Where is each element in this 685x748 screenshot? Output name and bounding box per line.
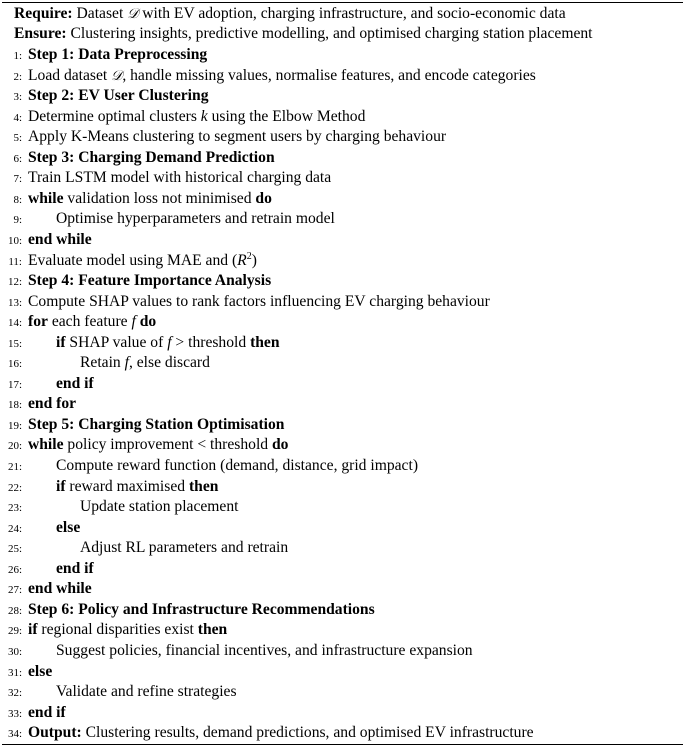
line-number: 12:	[7, 276, 22, 289]
text-segment: Compute reward function (demand, distance, grid impact)	[56, 457, 419, 474]
keyword: if	[56, 477, 66, 495]
keyword: then	[188, 477, 219, 495]
line-text	[28, 230, 92, 251]
text-segment: , else discard	[128, 354, 210, 372]
line-text	[56, 209, 335, 230]
line-number: 33:	[7, 707, 22, 720]
keyword: then	[197, 621, 228, 639]
line-text	[28, 86, 209, 107]
line-number: 6:	[13, 152, 22, 165]
math-variable: R	[237, 251, 247, 269]
math-variable: f	[124, 354, 129, 372]
text-segment: regional disparities exist	[37, 621, 198, 639]
line-text	[28, 620, 227, 641]
line-text	[28, 189, 272, 210]
line-text	[28, 723, 534, 744]
line-number: 20:	[7, 440, 22, 453]
text-segment: Load dataset	[28, 66, 112, 84]
line-number: 30:	[7, 645, 22, 658]
line-text	[28, 148, 275, 169]
keyword: end if	[56, 374, 94, 392]
line-text	[28, 312, 156, 333]
line-number: 9:	[13, 214, 22, 227]
text-segment: Update station placement	[80, 498, 239, 516]
line-number: 32:	[7, 687, 22, 700]
line-number: 3:	[13, 91, 22, 104]
line-text	[56, 559, 94, 580]
line-text	[56, 333, 280, 354]
math-variable: f	[131, 313, 136, 331]
line-number: 5:	[13, 132, 22, 145]
line-text	[56, 456, 418, 477]
line-number: 15:	[7, 337, 22, 350]
text-segment: Determine optimal clusters	[28, 107, 201, 125]
line-number: 31:	[7, 666, 22, 679]
text-segment: Validate and refine strategies	[56, 683, 237, 701]
keyword: end if	[56, 559, 94, 577]
text-segment: Clustering results, demand predictions, and optimised EV infrastructure	[81, 724, 534, 742]
text-segment: , handle missing values, normalise features, and encode categories	[122, 66, 536, 84]
line-number: 28:	[7, 604, 22, 617]
line-number: 11:	[8, 255, 22, 268]
keyword: while	[28, 436, 64, 454]
line-number: 4:	[13, 111, 22, 124]
line-number: 29:	[7, 625, 22, 638]
line-number: 22:	[7, 481, 22, 494]
require-text-after: with EV adoption, charging infrastructure, and socio-economic data	[142, 5, 566, 22]
line-number: 17:	[7, 378, 22, 391]
line-number: 26:	[7, 563, 22, 576]
text-segment: )	[251, 251, 257, 269]
line-text	[56, 374, 94, 395]
line-number: 13:	[7, 296, 22, 309]
math-symbol: 𝒟	[111, 67, 123, 84]
line-number: 27:	[7, 584, 22, 597]
line-number: 34:	[7, 728, 22, 741]
keyword: Step 6: Policy and Infrastructure Recommendations	[28, 600, 375, 618]
line-number: 14:	[7, 317, 22, 330]
keyword: while	[28, 189, 64, 207]
text-segment: > threshold	[171, 333, 251, 351]
ensure-label: Ensure:	[14, 25, 67, 42]
bottom-rule	[2, 744, 683, 745]
line-number: 18:	[7, 399, 22, 412]
text-segment: Evaluate model using MAE and (	[28, 251, 238, 269]
require-label: Require:	[14, 5, 73, 22]
line-text	[28, 579, 92, 600]
text-segment: SHAP value of	[65, 333, 168, 351]
top-rule	[2, 2, 683, 3]
line-text	[28, 415, 284, 436]
text-segment: policy improvement < threshold	[63, 436, 272, 454]
text-segment: each feature	[47, 313, 132, 331]
line-text	[28, 127, 446, 148]
text-segment: Suggest policies, financial incentives, and infrastructure expansion	[56, 641, 473, 659]
text-segment: using the Elbow Method	[207, 107, 366, 125]
line-text	[80, 497, 238, 518]
line-text	[28, 600, 375, 621]
line-text	[28, 703, 66, 724]
line-number: 25:	[7, 543, 22, 556]
ensure-text: Clustering insights, predictive modelling, and optimised charging station placement	[70, 25, 593, 42]
line-text	[56, 641, 473, 662]
text-segment: Adjust RL parameters and retrain	[80, 539, 289, 557]
line-number: 24:	[7, 522, 22, 535]
line-text	[56, 682, 237, 703]
superscript: 2	[246, 250, 252, 262]
line-text	[28, 66, 536, 87]
line-number: 23:	[7, 502, 22, 515]
line-number: 2:	[13, 70, 22, 83]
keyword: else	[28, 662, 53, 680]
line-text	[28, 45, 207, 66]
keyword: do	[255, 189, 272, 207]
line-number: 10:	[7, 234, 22, 247]
line-number: 21:	[7, 461, 22, 473]
keyword: if	[28, 621, 38, 639]
text-segment: Apply K-Means clustering to segment users by charging behaviour	[28, 128, 447, 146]
line-text	[56, 518, 80, 539]
keyword: Step 2: EV User Clustering	[28, 87, 209, 105]
require-line	[14, 4, 566, 24]
line-text	[28, 394, 76, 415]
require-text-before: Dataset	[76, 5, 124, 22]
keyword: end while	[28, 230, 92, 248]
line-number: 7:	[13, 173, 22, 186]
text-segment: validation loss not minimised	[63, 189, 256, 207]
line-text	[80, 353, 210, 374]
line-number: 1:	[13, 50, 22, 62]
line-text	[28, 292, 490, 313]
text-segment: Retain	[80, 354, 125, 372]
line-text	[56, 477, 218, 498]
line-text	[28, 251, 257, 272]
line-number: 16:	[7, 358, 22, 371]
text-segment: Optimise hyperparameters and retrain model	[56, 210, 335, 228]
math-variable: f	[167, 333, 172, 351]
line-text	[28, 662, 52, 683]
keyword: Step 4: Feature Importance Analysis	[28, 272, 272, 290]
line-text	[28, 271, 271, 292]
line-text	[28, 435, 288, 456]
math-variable: k	[200, 107, 208, 125]
line-text	[28, 168, 331, 189]
keyword: do	[139, 313, 157, 331]
keyword: else	[56, 518, 81, 536]
keyword: then	[250, 333, 280, 351]
keyword: Step 5: Charging Station Optimisation	[28, 415, 285, 433]
keyword: do	[271, 436, 289, 454]
keyword: end for	[28, 395, 77, 413]
line-number: 19:	[7, 419, 22, 432]
keyword: Step 3: Charging Demand Prediction	[28, 148, 275, 166]
dataset-symbol: 𝒟	[127, 6, 139, 22]
keyword: Step 1: Data Preprocessing	[28, 46, 208, 63]
line-text	[28, 107, 365, 128]
keyword: end if	[28, 703, 66, 721]
text-segment: reward maximised	[65, 477, 189, 495]
line-text	[80, 538, 288, 559]
keyword: if	[56, 333, 66, 351]
keyword: end while	[28, 580, 92, 598]
text-segment: Compute SHAP values to rank factors influencing EV charging behaviour	[28, 292, 490, 310]
keyword: Output:	[28, 724, 82, 742]
line-number: 8:	[13, 193, 22, 206]
keyword: for	[28, 313, 48, 331]
ensure-line	[14, 24, 593, 44]
text-segment: Train LSTM model with historical charging data	[28, 169, 332, 187]
